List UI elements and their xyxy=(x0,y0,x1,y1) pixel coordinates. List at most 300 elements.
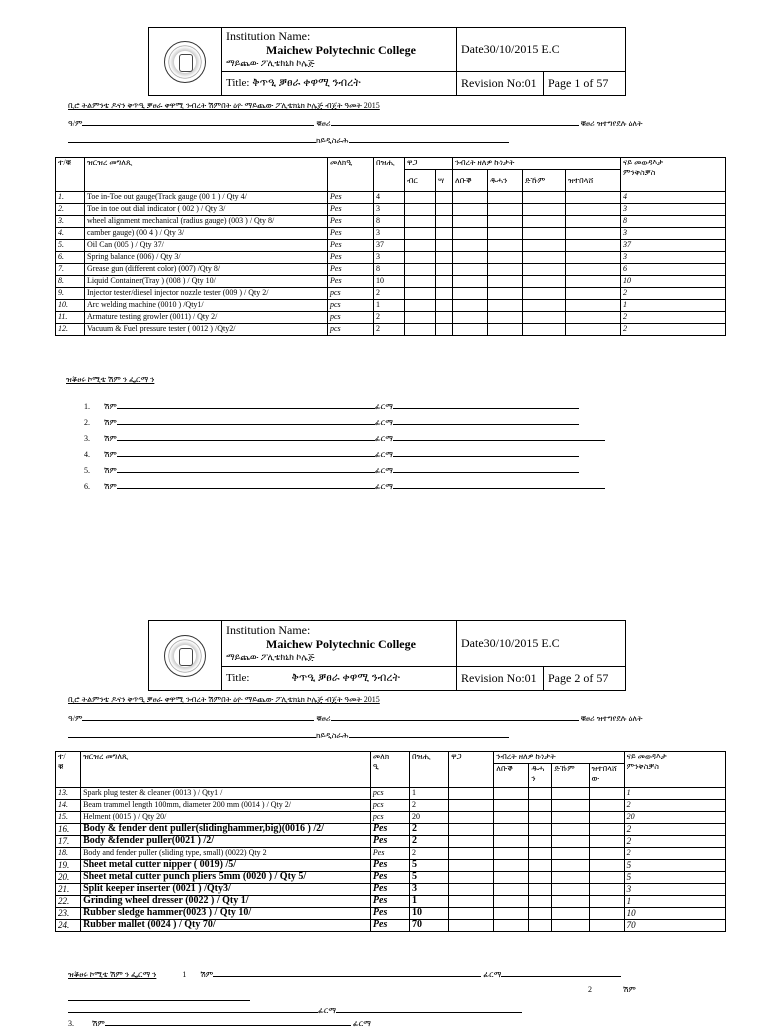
col-fair: ዱሓ ን xyxy=(529,764,552,788)
year-label: ዓ/ም xyxy=(68,119,83,128)
col-damaged: ዝተበላሸ ው xyxy=(589,764,624,788)
cell-desc: Injector tester/diesel injector nozzle tester (009 ) / Qty 2/ xyxy=(85,288,328,300)
cell-empty xyxy=(589,848,624,860)
cell-no: 9. xyxy=(56,288,85,300)
cell-unit: Pes xyxy=(328,264,374,276)
table-row xyxy=(56,812,726,824)
cell-empty xyxy=(494,884,529,896)
cell-empty xyxy=(405,216,436,228)
sig-number: 1 xyxy=(182,970,187,979)
cell-empty xyxy=(488,312,523,324)
college-name: Maichew Polytechnic College xyxy=(266,43,416,57)
cell-empty xyxy=(436,252,453,264)
cell-empty xyxy=(566,252,621,264)
cell-empty xyxy=(566,240,621,252)
page1-items-table xyxy=(55,157,726,336)
sig-name-label: ሽም xyxy=(104,434,117,443)
cell-desc: Rubber sledge hammer(0023 ) / Qty 10/ xyxy=(81,908,371,920)
cell-empty xyxy=(529,848,552,860)
office-label: ክይዲስራሕ xyxy=(316,136,349,145)
college-name-amharic: ማይጨው ፖሊቴክኒክ ኮሌጅ xyxy=(226,652,315,662)
office-label: ክይዲስራሕ xyxy=(316,731,349,740)
cell-no: 8. xyxy=(56,276,85,288)
cell-empty xyxy=(552,788,589,800)
cell-empty xyxy=(589,872,624,884)
cell-remark: 1 xyxy=(621,300,726,312)
cell-unit: Pes xyxy=(370,872,409,884)
cell-no: 23. xyxy=(56,908,81,920)
sig-name-label: ሽም xyxy=(104,466,117,475)
signature-row xyxy=(84,448,605,464)
cell-remark: 3 xyxy=(621,204,726,216)
cell-empty xyxy=(552,800,589,812)
table-row xyxy=(56,896,726,908)
cell-qty: 8 xyxy=(374,264,405,276)
cell-desc: Grease gun (different color) (007) /Qty 8/ xyxy=(85,264,328,276)
cell-remark: 5 xyxy=(624,872,725,884)
cell-desc: Armature testing growler (0011) / Qty 2/ xyxy=(85,312,328,324)
cell-empty xyxy=(405,264,436,276)
year-label: ዓ/ም xyxy=(68,714,83,723)
table-header-row xyxy=(56,752,726,764)
cell-empty xyxy=(529,812,552,824)
committee-line-3 xyxy=(68,992,250,1003)
sign-blank[interactable] xyxy=(393,432,605,441)
sig-number: 2 xyxy=(588,985,592,994)
cell-desc: Grinding wheel dresser (0022 ) / Qty 1/ xyxy=(81,896,371,908)
page-number: Page 2 of 57 xyxy=(544,667,626,691)
cell-empty xyxy=(453,288,488,300)
cell-empty xyxy=(405,228,436,240)
cell-no: 2. xyxy=(56,204,85,216)
table-row xyxy=(56,800,726,812)
cell-empty xyxy=(494,908,529,920)
college-name: Maichew Polytechnic College xyxy=(266,637,416,651)
cell-no: 5. xyxy=(56,240,85,252)
cell-unit: pcs xyxy=(370,812,409,824)
cell-empty xyxy=(523,192,566,204)
col-condition: ንብረት ዘለዎ ኩነታት xyxy=(494,752,624,764)
cell-empty xyxy=(566,324,621,336)
col-no: ተ/ ቑ xyxy=(56,752,81,788)
document-date: Date30/10/2015 E.C xyxy=(457,621,626,667)
table-row xyxy=(56,836,726,848)
sign-blank[interactable] xyxy=(393,448,579,457)
intro-line: ቢሮ ትልምንቴ ዶናን ቅጥዒ ቓፀራ ቀዋሚ ንብረት ሽምበት ዕዮ ማይጨው ፖሊቴክኒክ ኮሌጅ ብጀት ዓመት 2015 xyxy=(68,695,380,704)
cell-empty xyxy=(449,908,494,920)
cell-no: 13. xyxy=(56,788,81,800)
cell-empty xyxy=(529,872,552,884)
cell-empty xyxy=(552,860,589,872)
cell-empty xyxy=(529,800,552,812)
table-row xyxy=(56,204,726,216)
cell-no: 20. xyxy=(56,872,81,884)
cell-empty xyxy=(589,920,624,932)
sig-sign-label: ፊርማ xyxy=(374,434,393,443)
table-row xyxy=(56,908,726,920)
cell-no: 16. xyxy=(56,824,81,836)
cell-desc: Body &fender puller(0021 ) /2/ xyxy=(81,836,371,848)
cell-empty xyxy=(405,288,436,300)
cell-empty xyxy=(488,252,523,264)
cell-empty xyxy=(566,204,621,216)
cell-remark: 8 xyxy=(621,216,726,228)
cell-empty xyxy=(453,204,488,216)
cell-empty xyxy=(405,204,436,216)
cell-unit: Pes xyxy=(370,824,409,836)
col-remark: ናይ መወዳእታ ምንቅስቓስ xyxy=(621,158,726,192)
cell-empty xyxy=(436,228,453,240)
cell-remark: 10 xyxy=(624,908,725,920)
col-qty: በዝሒ xyxy=(374,158,405,192)
cell-desc: Beam trammel length 100mm, diameter 200 mm (0014 ) / Qty 2/ xyxy=(81,800,371,812)
cell-no: 21. xyxy=(56,884,81,896)
cell-empty xyxy=(449,848,494,860)
cell-empty xyxy=(529,908,552,920)
cell-desc: Liquid Container(Tray ) (008 ) / Qty 10/ xyxy=(85,276,328,288)
cell-empty xyxy=(494,836,529,848)
page2-header xyxy=(148,620,626,691)
cell-desc: Spring balance (006) / Qty 3/ xyxy=(85,252,328,264)
cell-empty xyxy=(449,800,494,812)
cell-empty xyxy=(436,312,453,324)
cell-desc: Split keeper inserter (0021 ) /Qty3/ xyxy=(81,884,371,896)
name-blank[interactable] xyxy=(117,400,375,409)
table-row xyxy=(56,228,726,240)
table-row xyxy=(56,300,726,312)
cell-empty xyxy=(488,192,523,204)
sig-number: 4. xyxy=(84,450,90,459)
table-row xyxy=(56,192,726,204)
cell-empty xyxy=(436,288,453,300)
cell-qty: 2 xyxy=(374,288,405,300)
cell-empty xyxy=(449,860,494,872)
cell-desc: Sheet metal cutter punch pliers 5mm (0020 ) / Qty 5/ xyxy=(81,872,371,884)
page-number: Page 1 of 57 xyxy=(544,72,626,96)
col-price: ዋጋ xyxy=(449,752,494,788)
col-good: ለቡቕ xyxy=(453,170,488,192)
cell-empty xyxy=(566,312,621,324)
table-row xyxy=(56,848,726,860)
college-logo xyxy=(149,28,222,96)
cell-empty xyxy=(436,324,453,336)
cell-qty: 3 xyxy=(374,228,405,240)
institution-label: Institution Name: xyxy=(226,623,311,637)
cell-desc: Spark plug tester & cleaner (0013 ) / Qty1 / xyxy=(81,788,371,800)
cell-qty: 1 xyxy=(410,788,449,800)
cell-empty xyxy=(552,836,589,848)
cell-remark: 2 xyxy=(624,836,725,848)
cell-unit: Pes xyxy=(370,908,409,920)
table-header-row xyxy=(56,158,726,170)
institution-label: Institution Name: xyxy=(226,29,311,43)
cell-unit: Pes xyxy=(370,860,409,872)
cell-empty xyxy=(552,896,589,908)
cell-no: 10. xyxy=(56,300,85,312)
cell-empty xyxy=(566,228,621,240)
document-title: Title: ቅጥዒ ቓፀራ ቀዋሚ ንብረት xyxy=(222,72,457,96)
cell-empty xyxy=(566,288,621,300)
cell-empty xyxy=(494,800,529,812)
cell-qty: 2 xyxy=(374,324,405,336)
cell-qty: 4 xyxy=(374,192,405,204)
table-row xyxy=(56,872,726,884)
cell-desc: Arc welding machine (0010 ) /Qty1/ xyxy=(85,300,328,312)
date-label: ቑፀሪ ዝተግየደሉ ዕለት xyxy=(580,714,643,723)
sign-blank[interactable] xyxy=(393,480,605,489)
college-name-amharic: ማይጨው ፖሊቴክኒክ ኮሌጅ xyxy=(226,58,315,68)
cell-qty: 5 xyxy=(410,860,449,872)
cell-empty xyxy=(523,240,566,252)
cell-empty xyxy=(453,252,488,264)
cell-empty xyxy=(436,300,453,312)
table-row xyxy=(56,788,726,800)
name-blank[interactable] xyxy=(117,448,375,457)
cell-empty xyxy=(589,824,624,836)
cell-empty xyxy=(405,192,436,204)
table-row xyxy=(56,920,726,932)
cell-remark: 70 xyxy=(624,920,725,932)
cell-unit: Pes xyxy=(370,896,409,908)
cell-remark: 5 xyxy=(624,860,725,872)
sig-sign-label: ፊርማ xyxy=(483,970,502,979)
name-blank[interactable] xyxy=(117,464,375,473)
cell-qty: 2 xyxy=(410,800,449,812)
cell-no: 11. xyxy=(56,312,85,324)
sign-blank[interactable] xyxy=(393,416,579,425)
revision-number: Revision No:01 xyxy=(457,667,544,691)
cell-empty xyxy=(449,896,494,908)
cell-unit: pcs xyxy=(328,300,374,312)
cell-empty xyxy=(529,920,552,932)
cell-unit: Pes xyxy=(370,848,409,860)
table-row xyxy=(56,884,726,896)
cell-empty xyxy=(494,824,529,836)
cell-empty xyxy=(589,812,624,824)
sig-sign-label: ፊርማ xyxy=(374,482,393,491)
cell-empty xyxy=(589,860,624,872)
cell-empty xyxy=(589,884,624,896)
col-remark: ናይ መወዳእታ ምንቅስቓስ xyxy=(624,752,725,788)
cell-empty xyxy=(552,908,589,920)
cell-qty: 3 xyxy=(374,204,405,216)
cell-qty: 2 xyxy=(410,848,449,860)
cell-empty xyxy=(566,192,621,204)
committee-line-5 xyxy=(68,1017,371,1029)
cell-no: 12. xyxy=(56,324,85,336)
cell-empty xyxy=(436,276,453,288)
cell-empty xyxy=(529,836,552,848)
sig-number: 1. xyxy=(84,402,90,411)
table-row xyxy=(56,216,726,228)
cell-unit: pcs xyxy=(328,288,374,300)
committee-line-1 xyxy=(68,968,621,980)
cell-empty xyxy=(436,216,453,228)
cell-empty xyxy=(453,276,488,288)
cell-empty xyxy=(494,860,529,872)
cell-qty: 37 xyxy=(374,240,405,252)
cell-empty xyxy=(453,324,488,336)
signature-row xyxy=(84,480,605,496)
cell-qty: 2 xyxy=(410,836,449,848)
sign-blank[interactable] xyxy=(393,400,579,409)
cell-empty xyxy=(523,324,566,336)
col-birr: ብር xyxy=(405,170,436,192)
cell-empty xyxy=(488,288,523,300)
cell-remark: 2 xyxy=(621,312,726,324)
cell-empty xyxy=(449,824,494,836)
cell-remark: 2 xyxy=(621,324,726,336)
cell-empty xyxy=(405,312,436,324)
cell-unit: pcs xyxy=(328,324,374,336)
cell-empty xyxy=(449,788,494,800)
sign-blank[interactable] xyxy=(393,464,579,473)
cell-empty xyxy=(589,908,624,920)
col-condition: ንብረት ዘለዎ ኩነታት xyxy=(453,158,621,170)
cell-empty xyxy=(488,324,523,336)
cell-no: 6. xyxy=(56,252,85,264)
signature-row xyxy=(84,400,605,416)
cell-empty xyxy=(523,276,566,288)
cell-remark: 2 xyxy=(624,848,725,860)
cell-empty xyxy=(488,300,523,312)
college-seal-icon xyxy=(164,41,206,83)
cell-unit: Pes xyxy=(370,884,409,896)
college-seal-icon xyxy=(164,635,206,677)
cell-empty xyxy=(453,192,488,204)
cell-empty xyxy=(436,204,453,216)
cell-empty xyxy=(529,860,552,872)
table-row xyxy=(56,252,726,264)
cell-remark: 20 xyxy=(624,812,725,824)
cell-empty xyxy=(523,312,566,324)
table-row xyxy=(56,860,726,872)
cell-empty xyxy=(552,848,589,860)
sig-number: 5. xyxy=(84,466,90,475)
cell-empty xyxy=(405,276,436,288)
cell-no: 19. xyxy=(56,860,81,872)
cell-remark: 6 xyxy=(621,264,726,276)
col-good: ለቡቕ xyxy=(494,764,529,788)
signature-row xyxy=(84,464,605,480)
cell-unit: Pes xyxy=(328,252,374,264)
cell-qty: 1 xyxy=(374,300,405,312)
cell-empty xyxy=(523,204,566,216)
cell-unit: Pes xyxy=(328,216,374,228)
cell-empty xyxy=(589,836,624,848)
cell-remark: 4 xyxy=(621,192,726,204)
cell-qty: 3 xyxy=(374,252,405,264)
cell-empty xyxy=(523,288,566,300)
cell-empty xyxy=(589,800,624,812)
committee-signatures xyxy=(84,400,605,496)
cell-empty xyxy=(494,848,529,860)
col-qty: በዝሒ xyxy=(410,752,449,788)
cell-empty xyxy=(494,872,529,884)
cell-desc: Toe in toe out dial indicator ( 002 ) / Qty 3/ xyxy=(85,204,328,216)
cell-empty xyxy=(453,312,488,324)
cell-unit: Pes xyxy=(370,920,409,932)
cell-desc: Rubber mallet (0024 ) / Qty 70/ xyxy=(81,920,371,932)
document-title: Title: ቅጥዒ ቓፀራ ቀዋሚ ንብረት xyxy=(222,667,457,691)
cell-desc: Body and fender puller (sliding type, small) (0022) Qty 2 xyxy=(81,848,371,860)
cell-empty xyxy=(529,788,552,800)
cell-empty xyxy=(488,240,523,252)
name-blank[interactable] xyxy=(117,416,375,425)
cell-unit: pcs xyxy=(370,800,409,812)
cell-remark: 2 xyxy=(624,800,725,812)
cell-empty xyxy=(589,788,624,800)
table-row xyxy=(56,288,726,300)
col-bad: ድኹም xyxy=(552,764,589,788)
sig-name-label: ሽም xyxy=(200,970,214,979)
cell-desc: Body & fender dent puller(slidinghammer,big)(0016 ) /2/ xyxy=(81,824,371,836)
cell-no: 14. xyxy=(56,800,81,812)
cell-desc: Helment (0015 ) / Qty 20/ xyxy=(81,812,371,824)
cell-no: 1. xyxy=(56,192,85,204)
col-damaged: ዝተበላሸ xyxy=(566,170,621,192)
cell-empty xyxy=(436,240,453,252)
cell-empty xyxy=(453,240,488,252)
revision-number: Revision No:01 xyxy=(457,72,544,96)
cell-unit: Pes xyxy=(328,204,374,216)
cell-unit: Pes xyxy=(328,192,374,204)
number-label: ቑፀሪ xyxy=(316,119,331,128)
cell-empty xyxy=(566,300,621,312)
sig-sign-label: ፊርማ xyxy=(374,402,393,411)
sig-number: 6. xyxy=(84,482,90,491)
name-blank[interactable] xyxy=(117,480,375,489)
col-cent: ሣ xyxy=(436,170,453,192)
cell-empty xyxy=(552,884,589,896)
cell-empty xyxy=(523,228,566,240)
sig-sign-label: ፊርማ xyxy=(374,466,393,475)
committee-title: ዝቖፀሩ ኮሚቴ ሽም ን ፌርማ ን xyxy=(66,375,155,384)
sig-sign-label: ፊርማ xyxy=(374,418,393,427)
office-line xyxy=(68,729,509,741)
cell-no: 17. xyxy=(56,836,81,848)
cell-no: 3. xyxy=(56,216,85,228)
cell-empty xyxy=(488,276,523,288)
cell-unit: Pes xyxy=(328,276,374,288)
cell-qty: 2 xyxy=(374,312,405,324)
cell-empty xyxy=(488,264,523,276)
sig-name-label: ሽም xyxy=(104,418,117,427)
cell-remark: 1 xyxy=(624,896,725,908)
cell-empty xyxy=(405,300,436,312)
intro-line: ቢሮ ትልምንቴ ዶናን ቅጥዒ ቓፀራ ቀዋሚ ንብረት ሽምበት ዕዮ ማይጨው ፖሊቴክኒክ ኮሌጅ ብጀት ዓመት 2015 xyxy=(68,101,380,110)
cell-empty xyxy=(488,228,523,240)
table-row xyxy=(56,240,726,252)
page2-items-table xyxy=(55,751,726,932)
cell-empty xyxy=(453,228,488,240)
cell-qty: 1 xyxy=(410,896,449,908)
cell-empty xyxy=(449,812,494,824)
cell-empty xyxy=(449,836,494,848)
cell-empty xyxy=(523,252,566,264)
cell-unit: Pes xyxy=(370,836,409,848)
cell-empty xyxy=(453,264,488,276)
cell-empty xyxy=(494,788,529,800)
cell-empty xyxy=(449,884,494,896)
name-blank[interactable] xyxy=(117,432,375,441)
cell-empty xyxy=(529,884,552,896)
cell-empty xyxy=(405,324,436,336)
col-desc: ዝርዝረ መግለጺ xyxy=(85,158,328,192)
cell-empty xyxy=(566,264,621,276)
cell-no: 4. xyxy=(56,228,85,240)
cell-no: 15. xyxy=(56,812,81,824)
